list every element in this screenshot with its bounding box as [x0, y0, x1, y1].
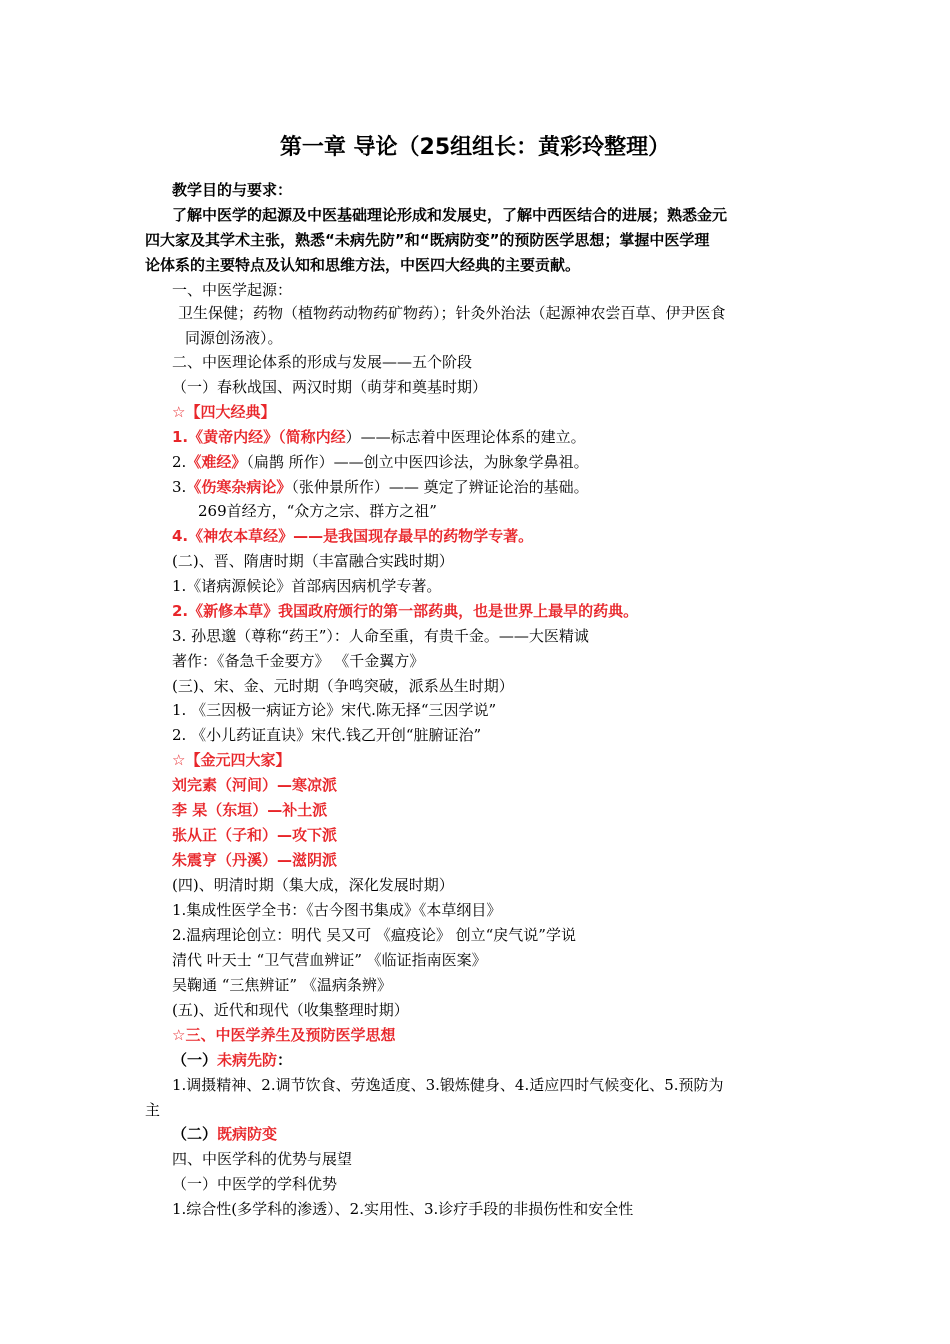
classic-note: 269首经方，“众方之宗、群方之祖” [198, 502, 437, 520]
list-item: 1.综合性(多学科的渗透）、2.实用性、3.诊疗手段的非损伤性和安全性 [172, 1200, 634, 1218]
classic-item: 3.《伤寒杂病论》（张仲景所作）—— 奠定了辨证论治的基础。 [172, 478, 589, 496]
jinyuan-item: 李 杲（东垣）—补土派 [172, 801, 328, 819]
jinyuan-item: 张从正（子和）—攻下派 [172, 826, 338, 844]
page-title: 第一章 导论（25组组长：黄彩玲整理） [279, 135, 671, 160]
jinyuan-heading: ☆【金元四大家】 [172, 751, 291, 769]
classic-item: 1.《黄帝内经》（简称内经）——标志着中医理论体系的建立。 [172, 428, 586, 446]
classic-item: 2.《难经》（扁鹊 所作）——创立中医四诊法，为脉象学鼻祖。 [172, 453, 589, 471]
list-item: 3. 孙思邈（尊称“药王”）：人命至重，有贵千金。——大医精诚 [172, 627, 589, 645]
subsection-heading: （二）既病防变 [172, 1125, 278, 1143]
objectives-line: 四大家及其学术主张，熟悉“未病先防”和“既病防变”的预防医学思想；掌握中医学理 [145, 231, 710, 249]
jinyuan-item: 刘完素（河间）—寒凉派 [172, 776, 338, 794]
list-item: 清代 叶天士 “卫气营血辨证” 《临证指南医案》 [172, 951, 487, 969]
paragraph-line: 主 [145, 1101, 161, 1119]
classics-heading: ☆【四大经典】 [172, 403, 276, 421]
section-heading: 二、中医理论体系的形成与发展——五个阶段 [172, 353, 473, 371]
period-heading: (四)、明清时期（集大成，深化发展时期） [172, 876, 454, 894]
objectives-line: 了解中医学的起源及中医基础理论形成和发展史，了解中西医结合的进展；熟悉金元 [172, 206, 728, 224]
period-heading: (二)、晋、隋唐时期（丰富融合实践时期） [172, 552, 454, 570]
section-heading: 四、中医学科的优势与展望 [172, 1150, 353, 1168]
paragraph-line: 1.调摄精神、2.调节饮食、劳逸适度、3.锻炼健身、4.适应四时气候变化、5.预防为 [172, 1076, 724, 1094]
classic-item: 4.《神农本草经》——是我国现存最早的药物学专著。 [172, 527, 534, 545]
list-item: 2.温病理论创立：明代 吴又可 《瘟疫论》 创立“戾气说”学说 [172, 926, 576, 944]
period-heading: (三)、宋、金、元时期（争鸣突破，派系丛生时期） [172, 677, 514, 695]
period-heading: （一）中医学的学科优势 [172, 1175, 338, 1193]
list-item: 著作：《备急千金要方》 《千金翼方》 [172, 652, 425, 670]
objectives-line: 论体系的主要特点及认知和思维方法，中医四大经典的主要贡献。 [145, 256, 581, 274]
subsection-heading: （一）未病先防： [172, 1051, 293, 1069]
objectives-heading: 教学目的与要求： [172, 181, 293, 199]
list-item: 吴鞠通 “三焦辨证” 《温病条辨》 [172, 976, 392, 994]
list-item: 2.《新修本草》我国政府颁行的第一部药典，也是世界上最早的药典。 [172, 602, 639, 620]
list-item: 1.集成性医学全书：《古今图书集成》《本草纲目》 [172, 901, 502, 919]
section-heading: 一、中医学起源： [172, 281, 293, 299]
paragraph-line: 同源创汤液）。 [185, 329, 283, 347]
paragraph-line: 卫生保健；药物（植物药动物药矿物药）；针灸外治法（起源神农尝百草、伊尹医食 [178, 304, 726, 322]
section-heading: ☆三、中医学养生及预防医学思想 [172, 1026, 396, 1044]
list-item: 1. 《三因极一病证方论》宋代.陈无择“三因学说” [172, 701, 497, 719]
list-item: 2. 《小儿药证直诀》宋代.钱乙开创“脏腑证治” [172, 726, 482, 744]
list-item: 1.《诸病源候论》首部病因病机学专著。 [172, 577, 442, 595]
period-heading: （一）春秋战国、两汉时期（萌芽和奠基时期） [172, 378, 488, 396]
jinyuan-item: 朱震亨（丹溪）—滋阴派 [172, 851, 338, 869]
period-heading: (五)、近代和现代（收集整理时期） [172, 1001, 409, 1019]
